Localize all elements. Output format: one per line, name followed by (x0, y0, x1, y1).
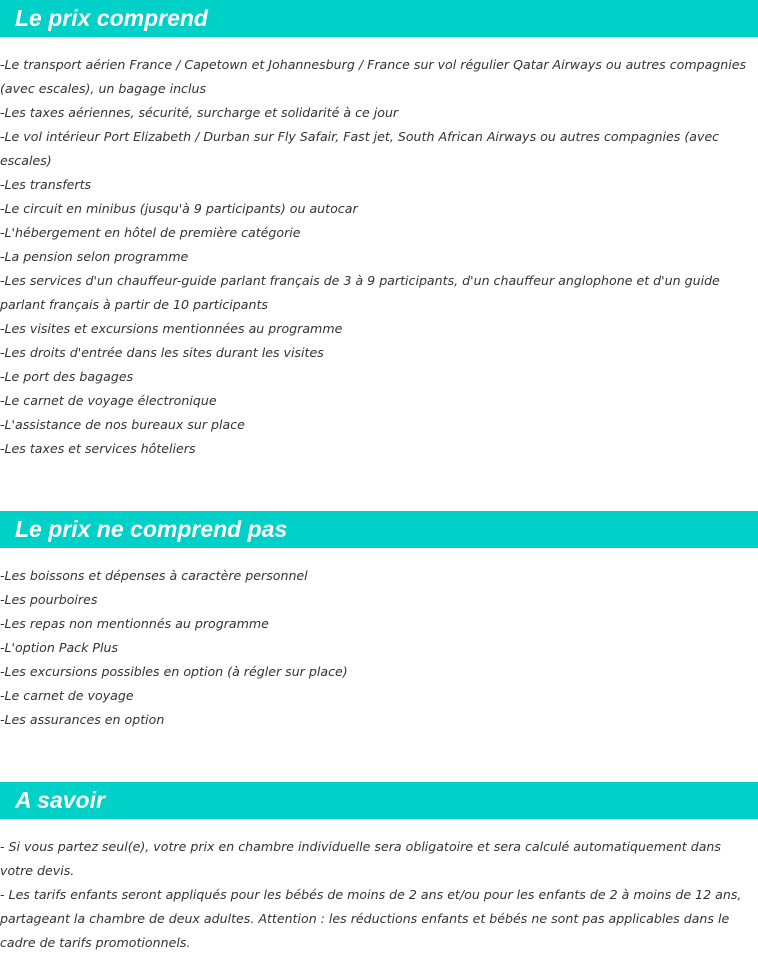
list-item: -Le circuit en minibus (jusqu'à 9 participants) ou autocar (0, 201, 358, 216)
section-price-includes (0, 0, 758, 461)
list-item: -Les taxes aériennes, sécurité, surcharge et solidarité à ce jour (0, 105, 399, 120)
list-item: -Les visites et excursions mentionnées au programme (0, 321, 343, 336)
section-title: A savoir (15, 787, 105, 813)
list-item: - Les tarifs enfants seront appliqués pour les bébés de moins de 2 ans et/ou pour les enfants de 2 à moins de 12 ans, partageant la chambre de deux adultes. Attention : les réductions enfants et bébés ne sont pas applicables dans le cadre de tarifs promotionnels. (0, 887, 742, 950)
price-includes-list (0, 53, 758, 461)
section-title: Le prix ne comprend pas (15, 516, 288, 542)
list-item: -Les droits d'entrée dans les sites durant les visites (0, 345, 324, 360)
list-item: -Le carnet de voyage électronique (0, 393, 217, 408)
list-item: -Les pourboires (0, 592, 98, 607)
section-price-excludes (0, 511, 758, 732)
section-good-to-know (0, 782, 758, 955)
list-item: -Les boissons et dépenses à caractère personnel (0, 568, 308, 583)
list-item: - Si vous partez seul(e), votre prix en chambre individuelle sera obligatoire et sera calculé automatiquement dans votre devis. (0, 839, 721, 878)
list-item: -Les taxes et services hôteliers (0, 441, 196, 456)
list-item: -Les assurances en option (0, 712, 165, 727)
list-item: -Les excursions possibles en option (à régler sur place) (0, 664, 348, 679)
section-header-price-includes (0, 0, 758, 37)
list-item: -Les transferts (0, 177, 92, 192)
section-header-good-to-know (0, 782, 758, 819)
list-item: -Les repas non mentionnés au programme (0, 616, 269, 631)
list-item: -Les services d'un chauffeur-guide parlant français de 3 à 9 participants, d'un chauffeur anglophone et d'un guide parlant français à partir de 10 participants (0, 273, 720, 312)
list-item: -Le carnet de voyage (0, 688, 134, 703)
price-excludes-list (0, 564, 758, 732)
list-item: -La pension selon programme (0, 249, 189, 264)
section-header-price-excludes (0, 511, 758, 548)
list-item: -Le port des bagages (0, 369, 134, 384)
section-title: Le prix comprend (15, 5, 208, 31)
list-item: -L'hébergement en hôtel de première catégorie (0, 225, 301, 240)
list-item: -Le transport aérien France / Capetown et Johannesburg / France sur vol régulier Qatar Airways ou autres compagnies (avec escales), un bagage inclus (0, 57, 747, 96)
list-item: -Le vol intérieur Port Elizabeth / Durban sur Fly Safair, Fast jet, South African Airways ou autres compagnies (avec escales) (0, 129, 720, 168)
good-to-know-list (0, 835, 758, 955)
list-item: -L'assistance de nos bureaux sur place (0, 417, 245, 432)
list-item: -L'option Pack Plus (0, 640, 119, 655)
